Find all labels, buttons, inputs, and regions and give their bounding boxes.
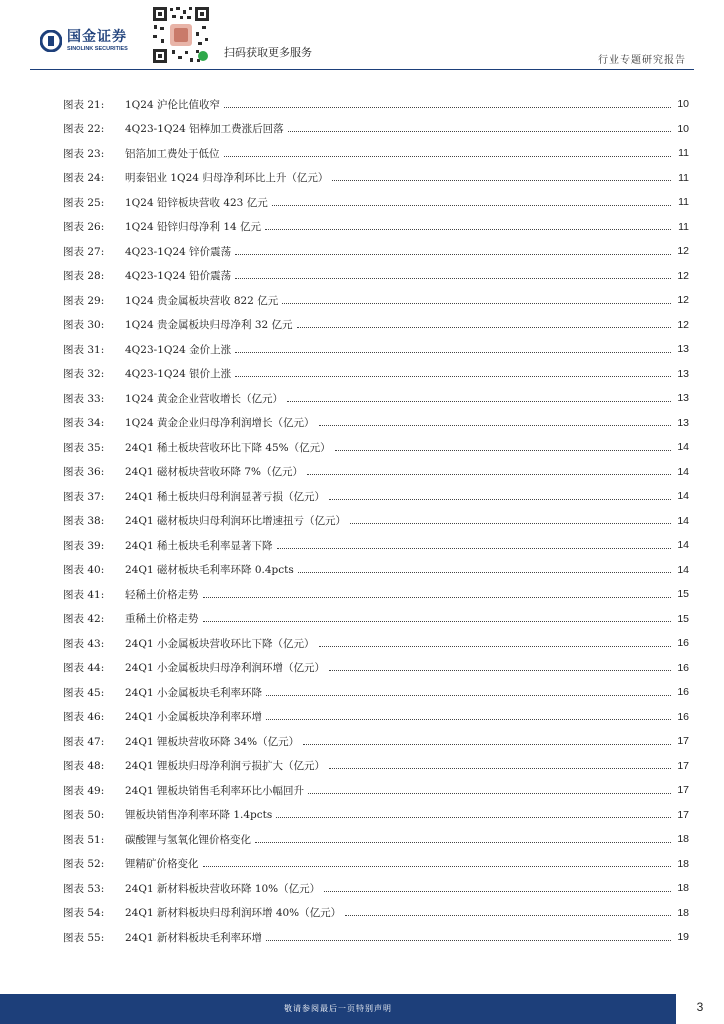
- figure-title: 4Q23-1Q24 铝棒加工费涨后回落: [125, 123, 284, 136]
- figure-page-number: 14: [677, 441, 689, 454]
- toc-item[interactable]: [63, 827, 689, 852]
- dot-leader: [235, 376, 671, 377]
- figure-page-number: 12: [677, 294, 689, 307]
- dot-leader: [298, 572, 671, 573]
- figure-page-number: 11: [678, 147, 689, 160]
- toc-item[interactable]: [63, 656, 689, 681]
- figure-label: 图表 33:: [63, 392, 105, 405]
- figure-page-number: 18: [677, 882, 689, 895]
- figure-title: 铝箔加工费处于低位: [125, 147, 220, 160]
- toc-item[interactable]: [63, 386, 689, 411]
- page-header: [0, 0, 724, 72]
- figure-list: [63, 92, 689, 950]
- figure-label: 图表 47:: [63, 735, 105, 748]
- figure-label: 图表 54:: [63, 907, 105, 920]
- report-type: 行业专题研究报告: [598, 55, 686, 66]
- figure-page-number: 14: [677, 490, 689, 503]
- toc-item[interactable]: [63, 901, 689, 926]
- dot-leader: [303, 744, 671, 745]
- figure-page-number: 18: [677, 906, 689, 919]
- figure-title: 1Q24 铅锌板块营收 423 亿元: [125, 196, 268, 209]
- toc-item[interactable]: [63, 337, 689, 362]
- figure-page-number: 17: [677, 759, 689, 772]
- dot-leader: [319, 646, 672, 647]
- figure-label: 图表 42:: [63, 613, 105, 626]
- figure-page-number: 11: [678, 220, 689, 233]
- figure-title: 24Q1 稀土板块营收环比下降 45%（亿元）: [125, 441, 331, 454]
- toc-item[interactable]: [63, 558, 689, 583]
- sinolink-logo-icon: [40, 30, 62, 52]
- figure-page-number: 13: [677, 416, 689, 429]
- figure-title: 4Q23-1Q24 锌价震荡: [125, 245, 232, 258]
- dot-leader: [350, 523, 671, 524]
- figure-title: 4Q23-1Q24 银价上涨: [125, 368, 232, 381]
- dot-leader: [255, 842, 671, 843]
- figure-page-number: 13: [677, 343, 689, 356]
- dot-leader: [203, 621, 672, 622]
- dot-leader: [332, 180, 671, 181]
- figure-page-number: 15: [677, 612, 689, 625]
- dot-leader: [203, 866, 672, 867]
- dot-leader: [329, 768, 671, 769]
- dot-leader: [288, 131, 671, 132]
- toc-item[interactable]: [63, 680, 689, 705]
- toc-item[interactable]: [63, 631, 689, 656]
- toc-item[interactable]: [63, 705, 689, 730]
- figure-page-number: 12: [677, 269, 689, 282]
- toc-item[interactable]: [63, 239, 689, 264]
- toc-item[interactable]: [63, 166, 689, 191]
- header-divider: [30, 69, 694, 70]
- figure-page-number: 13: [677, 392, 689, 405]
- figure-title: 1Q24 黄金企业营收增长（亿元）: [125, 392, 283, 405]
- figure-title: 明泰铝业 1Q24 归母净利环比上升（亿元）: [125, 172, 329, 185]
- figure-title: 24Q1 稀土板块毛利率显著下降: [125, 539, 273, 552]
- figure-title: 锂精矿价格变化: [125, 858, 199, 871]
- dot-leader: [224, 107, 671, 108]
- figure-label: 图表 36:: [63, 466, 105, 479]
- figure-label: 图表 34:: [63, 417, 105, 430]
- figure-label: 图表 46:: [63, 711, 105, 724]
- figure-title: 24Q1 稀土板块归母利润显著亏损（亿元）: [125, 490, 325, 503]
- figure-title: 24Q1 新材料板块归母利润环增 40%（亿元）: [125, 907, 342, 920]
- figure-page-number: 15: [677, 588, 689, 601]
- toc-item[interactable]: [63, 754, 689, 779]
- figure-label: 图表 22:: [63, 123, 105, 136]
- dot-leader: [272, 205, 671, 206]
- dot-leader: [287, 401, 671, 402]
- dot-leader: [319, 425, 672, 426]
- figure-label: 图表 30:: [63, 319, 105, 332]
- toc-item[interactable]: [63, 729, 689, 754]
- dot-leader: [282, 303, 671, 304]
- figure-label: 图表 43:: [63, 637, 105, 650]
- figure-title: 24Q1 新材料板块营收环降 10%（亿元）: [125, 882, 321, 895]
- figure-page-number: 12: [677, 318, 689, 331]
- footer-disclaimer: 敬请参阅最后一页特别声明: [284, 1004, 392, 1013]
- figure-title: 24Q1 小金属板块营收环比下降（亿元）: [125, 637, 315, 650]
- toc-item[interactable]: [63, 288, 689, 313]
- figure-label: 图表 24:: [63, 172, 105, 185]
- figure-label: 图表 52:: [63, 858, 105, 871]
- figure-page-number: 16: [677, 686, 689, 699]
- company-logo: [40, 30, 128, 53]
- scan-for-service-text: 扫码获取更多服务: [224, 46, 312, 59]
- figure-label: 图表 37:: [63, 490, 105, 503]
- figure-label: 图表 35:: [63, 441, 105, 454]
- dot-leader: [324, 891, 671, 892]
- toc-item[interactable]: [63, 509, 689, 534]
- figure-title: 重稀土价格走势: [125, 613, 199, 626]
- figure-title: 24Q1 锂板块营收环降 34%（亿元）: [125, 735, 300, 748]
- figure-title: 1Q24 黄金企业归母净利润增长（亿元）: [125, 417, 315, 430]
- toc-item[interactable]: [63, 925, 689, 950]
- figure-label: 图表 27:: [63, 245, 105, 258]
- toc-item[interactable]: [63, 803, 689, 828]
- figure-title: 24Q1 锂板块归母净利润亏损扩大（亿元）: [125, 760, 325, 773]
- toc-item[interactable]: [63, 141, 689, 166]
- toc-item[interactable]: [63, 362, 689, 387]
- dot-leader: [329, 499, 671, 500]
- figure-label: 图表 55:: [63, 931, 105, 944]
- figure-page-number: 10: [677, 122, 689, 135]
- figure-label: 图表 25:: [63, 196, 105, 209]
- figure-page-number: 16: [677, 661, 689, 674]
- figure-page-number: 12: [677, 245, 689, 258]
- dot-leader: [265, 229, 671, 230]
- figure-page-number: 10: [677, 98, 689, 111]
- figure-title: 1Q24 沪伦比值收窄: [125, 98, 220, 111]
- figure-label: 图表 50:: [63, 809, 105, 822]
- figure-title: 24Q1 新材料板块毛利率环增: [125, 931, 262, 944]
- toc-item[interactable]: [63, 313, 689, 338]
- dot-leader: [335, 450, 671, 451]
- dot-leader: [235, 278, 671, 279]
- toc-item[interactable]: [63, 190, 689, 215]
- figure-label: 图表 23:: [63, 147, 105, 160]
- dot-leader: [308, 793, 671, 794]
- figure-title: 1Q24 贵金属板块营收 822 亿元: [125, 294, 279, 307]
- toc-item[interactable]: [63, 852, 689, 877]
- page-number: 3: [696, 1000, 704, 1014]
- figure-label: 图表 28:: [63, 270, 105, 283]
- figure-page-number: 11: [678, 196, 689, 209]
- dot-leader: [266, 695, 671, 696]
- toc-item[interactable]: [63, 215, 689, 240]
- figure-title: 24Q1 磁材板块归母利润环比增速扭亏（亿元）: [125, 515, 346, 528]
- figure-page-number: 13: [677, 367, 689, 380]
- figure-label: 图表 44:: [63, 662, 105, 675]
- dot-leader: [224, 156, 672, 157]
- figure-page-number: 16: [677, 710, 689, 723]
- figure-page-number: 14: [677, 563, 689, 576]
- figure-page-number: 17: [677, 808, 689, 821]
- figure-label: 图表 45:: [63, 686, 105, 699]
- figure-page-number: 14: [677, 465, 689, 478]
- toc-item[interactable]: [63, 582, 689, 607]
- toc-item[interactable]: [63, 460, 689, 485]
- dot-leader: [345, 915, 671, 916]
- figure-title: 24Q1 磁材板块营收环降 7%（亿元）: [125, 466, 303, 479]
- dot-leader: [277, 548, 672, 549]
- dot-leader: [266, 719, 671, 720]
- toc-item[interactable]: [63, 435, 689, 460]
- figure-label: 图表 39:: [63, 539, 105, 552]
- figure-page-number: 16: [677, 637, 689, 650]
- figure-label: 图表 31:: [63, 343, 105, 356]
- figure-label: 图表 48:: [63, 760, 105, 773]
- dot-leader: [276, 817, 671, 818]
- figure-label: 图表 51:: [63, 833, 105, 846]
- figure-page-number: 17: [677, 784, 689, 797]
- toc-item[interactable]: [63, 484, 689, 509]
- toc-item[interactable]: [63, 533, 689, 558]
- figure-title: 轻稀土价格走势: [125, 588, 199, 601]
- dot-leader: [203, 597, 672, 598]
- figure-label: 图表 26:: [63, 221, 105, 234]
- dot-leader: [235, 352, 671, 353]
- figure-page-number: 18: [677, 833, 689, 846]
- figure-title: 24Q1 小金属板块归母净利润环增（亿元）: [125, 662, 325, 675]
- dot-leader: [235, 254, 671, 255]
- figure-title: 1Q24 铅锌归母净利 14 亿元: [125, 221, 262, 234]
- dot-leader: [307, 474, 671, 475]
- figure-page-number: 18: [677, 857, 689, 870]
- figure-title: 锂板块销售净利率环降 1.4pcts: [125, 809, 273, 822]
- toc-item[interactable]: [63, 778, 689, 803]
- figure-title: 24Q1 小金属板块净利率环增: [125, 711, 262, 724]
- toc-item[interactable]: [63, 411, 689, 436]
- dot-leader: [329, 670, 671, 671]
- toc-item[interactable]: [63, 607, 689, 632]
- figure-title: 24Q1 锂板块销售毛利率环比小幅回升: [125, 784, 304, 797]
- figure-label: 图表 32:: [63, 368, 105, 381]
- figure-label: 图表 49:: [63, 784, 105, 797]
- figure-title: 24Q1 磁材板块毛利率环降 0.4pcts: [125, 564, 294, 577]
- logo-chinese-name: 国金证券: [67, 29, 127, 45]
- figure-page-number: 11: [678, 171, 689, 184]
- figure-label: 图表 38:: [63, 515, 105, 528]
- dot-leader: [297, 327, 671, 328]
- figure-label: 图表 53:: [63, 882, 105, 895]
- toc-item[interactable]: [63, 876, 689, 901]
- qr-code-icon[interactable]: [150, 4, 212, 66]
- figure-page-number: 14: [677, 539, 689, 552]
- figure-page-number: 14: [677, 514, 689, 527]
- figure-label: 图表 40:: [63, 564, 105, 577]
- figure-title: 24Q1 小金属板块毛利率环降: [125, 686, 262, 699]
- figure-page-number: 17: [677, 735, 689, 748]
- toc-item[interactable]: [63, 92, 689, 117]
- toc-item[interactable]: [63, 117, 689, 142]
- figure-label: 图表 41:: [63, 588, 105, 601]
- toc-item[interactable]: [63, 264, 689, 289]
- logo-english-name: SINOLINK SECURITIES: [67, 46, 128, 52]
- figure-title: 4Q23-1Q24 铅价震荡: [125, 270, 232, 283]
- figure-title: 4Q23-1Q24 金价上涨: [125, 343, 232, 356]
- figure-title: 碳酸锂与氢氧化锂价格变化: [125, 833, 251, 846]
- figure-page-number: 19: [677, 931, 689, 944]
- figure-label: 图表 29:: [63, 294, 105, 307]
- figure-title: 1Q24 贵金属板块归母净利 32 亿元: [125, 319, 293, 332]
- dot-leader: [266, 940, 671, 941]
- figure-label: 图表 21:: [63, 98, 105, 111]
